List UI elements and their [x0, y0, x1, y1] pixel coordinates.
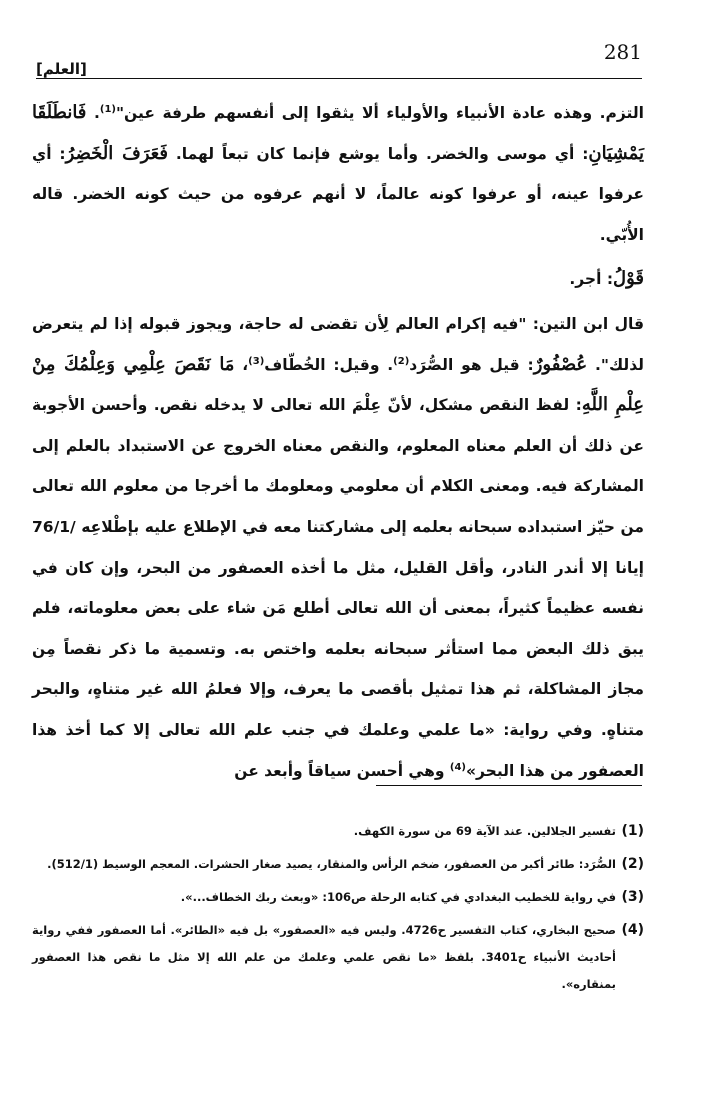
footnote-ref: (1) [99, 103, 116, 115]
footnote-number: (3) [621, 889, 644, 905]
quranic-phrase: عُصْفُورٌ [533, 353, 588, 375]
footnote-number: (4) [621, 922, 644, 938]
footnotes [32, 818, 644, 1004]
text-run: إيانا إلا أندر النادر، وأقل القليل، مثل ما أخذه العصفور من البحر، وإن كان في نفسه عظيماً كثيراً، بمعنى أن الله تعالى أطلع مَن شاء على بعض معلوماته، فلم يبق ذلك البعض مما استأثر سبحانه بعلمه واختص به. وتسمية ما ذكر نقصاً مِن مجاز المشاكلة، ثم هذا تمثيل بأقصى ما يعرف، وإلا فعلمُ الله غير متناهٍ، والبحر متناهٍ. وفي رواية: «ما علمي وعلمك في جنب علم الله تعالى إلا كما أخذ هذا العصفور من هذا البحر» [32, 558, 644, 780]
footnote-ref: (3) [248, 355, 265, 367]
quranic-phrase: فَعَرَفَ الْخَضِرُ [65, 142, 168, 164]
footnote-ref: (2) [393, 355, 410, 367]
footnote-divider [376, 785, 642, 786]
main-text [32, 93, 644, 791]
quranic-phrase: مَا نَقَصَ عِلْمِي وَعِلْمُكَ مِنْ عِلْمِ اللَّهِ [32, 353, 645, 416]
text-run: التزم. وهذه عادة الأنبياء والأولياء ألا يثقوا إلى أنفسهم طرفة عين" [115, 104, 644, 122]
footnote [32, 818, 644, 845]
footnote-text: الصُّرَد: طائر أكبر من العصفور، ضخم الرأس والمنقار، يصيد صغار الحشرات. المعجم الوسيط (512/1). [47, 857, 616, 871]
text-run: : أي موسى والخضر. وأما يوشع فإنما كان تبعاً لهما. [167, 144, 589, 163]
text-run: . [86, 104, 100, 122]
text-run: . وقيل: الخُطّاف [264, 355, 394, 374]
page-number: 281 [603, 40, 642, 64]
quranic-phrase: فَانطَلَقَا يَمْشِيَانِ [32, 102, 645, 164]
footnote-text: تفسير الجلالين. عند الآية 69 من سورة الكهف. [353, 824, 616, 838]
footnote-number: (2) [621, 856, 644, 872]
text-run: : لفظ النقص مشكل، لأنّ عِلْمَ الله تعالى لا يدخله نقص. وأحسن الأجوبة عن ذلك أن العلم معناه المعلوم، والنقص معناه الخروج عن الاستبداد بالعلم إلى المشاركة فيه. ومعنى الكلام أن معلومي ومعلومك ما أخرجا من معلوم الله تعالى من حيّز استبداده سبحانه بعلمه إلى مشاركتنا معه في الإطلاع عليه بإطْلاعِه [32, 396, 644, 536]
text-run: : قيل هو الصُّرَد [409, 355, 534, 374]
footnote [32, 884, 644, 911]
footnote-text: صحيح البخاري، كتاب التفسير ح4726. وليس فيه «العصفور» بل فيه «الطائر». أما العصفور ففي رواية أحاديث الأنبياء ح3401. بلفظ «ما نقص علمي وعلمك من علم الله إلا مثل ما نقص هذا العصفور بمنقاره». [32, 923, 616, 991]
text-run: : أي عرفوا عينه، أو عرفوا كونه عالماً، لا أنهم عرفوه من حيث كونه الخضر. قاله الأُبّي. [32, 144, 644, 244]
page-header [36, 40, 642, 79]
text-run: قال ابن التين: "فيه إكرام العالم لِأن تقضى له حاجة، ويجوز قبوله إذا لم يتعرض لذلك". [32, 314, 644, 374]
paragraph [32, 304, 644, 791]
manuscript-ref: /76/1 [32, 517, 76, 536]
running-title: [العلم] [36, 60, 87, 78]
text-run: : أجر. [569, 270, 614, 289]
footnote-ref: (4) [449, 761, 466, 773]
footnote [32, 917, 644, 998]
quranic-phrase: قَوْلُ [613, 268, 644, 290]
text-run: وهي أحسن سياقاً وأبعد عن [234, 761, 450, 780]
text-run: ، [234, 355, 249, 374]
footnote-number: (1) [621, 823, 644, 839]
paragraph [32, 259, 644, 300]
paragraph [32, 93, 644, 255]
footnote-text: في رواية للخطيب البغدادي في كتابه الرحلة ص106: «وبعث ربك الخطاف...». [180, 890, 616, 904]
footnote [32, 851, 644, 878]
